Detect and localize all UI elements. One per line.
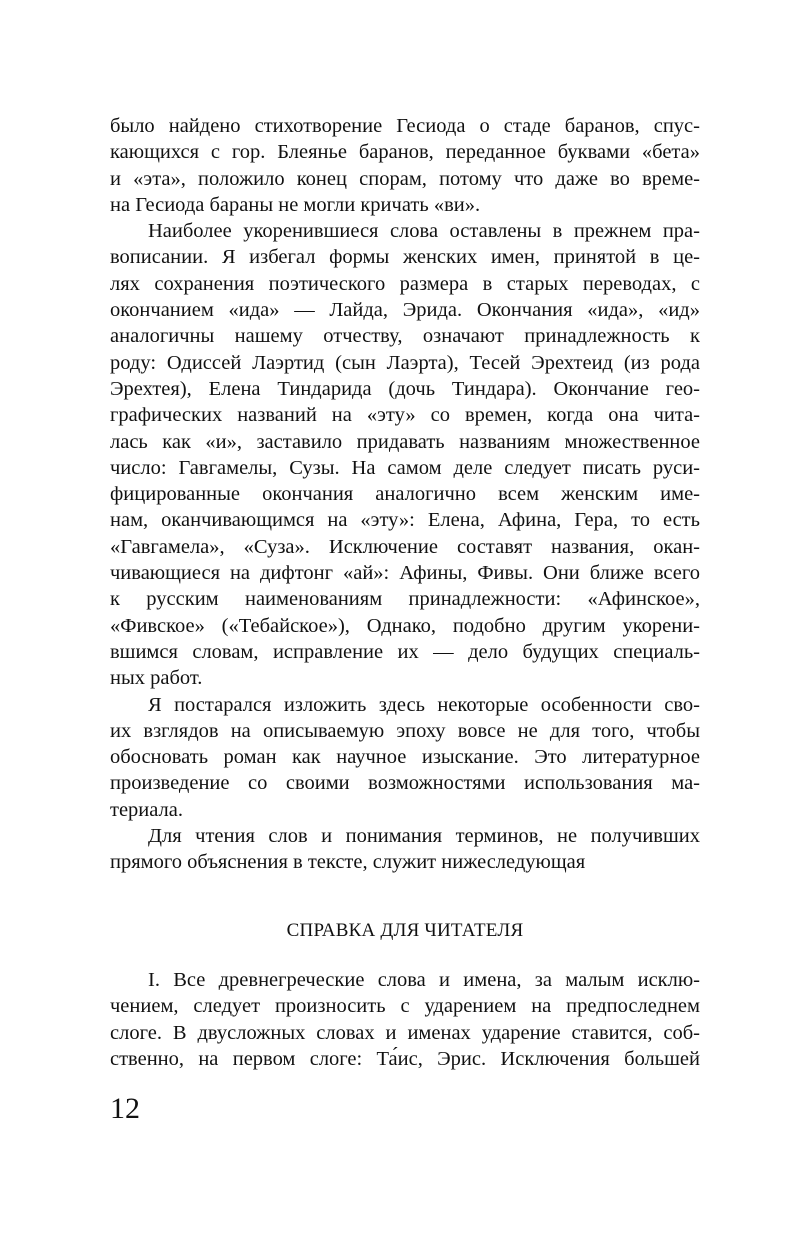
text-line: нам, оканчивающимся на «эту»: Елена, Афина, Гера, то есть: [110, 509, 700, 532]
text-line: Наиболее укоренившиеся слова оставлены в прежнем пра-: [148, 220, 700, 243]
text-line: и «эта», положило конец спорам, потому что даже во време-: [110, 167, 700, 190]
text-line: I. Все древнегреческие слова и имена, за малым исклю-: [148, 969, 700, 991]
text-line: Я постарался изложить здесь некоторые особенности сво-: [148, 693, 700, 716]
text-line: прямого объяснения в тексте, служит нижеследующая: [110, 851, 586, 874]
text-line: было найдено стихотворение Гесиода о стаде баранов, спус-: [110, 115, 700, 137]
paragraph: [110, 113, 700, 218]
text-line: фицированные окончания аналогично всем женским име-: [110, 483, 700, 506]
text-line: на Гесиода бараны не могли кричать «ви».: [110, 193, 481, 216]
text-line: ных работ.: [110, 667, 203, 690]
paragraph: [110, 692, 700, 823]
text-line: окончанием «ида» — Лайда, Эрида. Окончания «ида», «ид»: [110, 299, 700, 322]
text-line: слоге. В двусложных словах и именах ударение ставится, соб-: [110, 1021, 700, 1044]
text-line: чивающиеся на дифтонг «ай»: Афины, Фивы. Они ближе всего: [110, 562, 700, 585]
text-line: обосновать роман как научное изыскание. Это литературное: [110, 746, 700, 769]
text-line: лях сохранения поэтического размера в старых переводах, с: [110, 272, 700, 295]
text-line: аналогичны нашему отчеству, означают принадлежность к: [110, 325, 700, 348]
text-line: их взглядов на описываемую эпоху вовсе не для того, чтобы: [110, 719, 700, 742]
page-number: 12: [110, 1092, 140, 1125]
text-line: Эрехтея), Елена Тиндарида (дочь Тиндара). Окончание гео-: [110, 377, 700, 400]
text-line: вописании. Я избегал формы женских имен, принятой в це-: [110, 246, 700, 269]
text-line: графических названий на «эту» со времен, когда она чита-: [110, 404, 700, 427]
text-line: лась как «и», заставило придавать названиям множественное: [110, 430, 700, 453]
text-line: роду: Одиссей Лаэртид (сын Лаэрта), Тесей Эрехтеид (из рода: [110, 351, 700, 374]
text-line: «Фивское» («Тебайское»), Однако, подобно другим укорени-: [110, 614, 700, 637]
text-line: териала.: [110, 798, 184, 821]
text-line: ственно, на первом слоге: Та́ис, Эрис. Исключения большей: [110, 1047, 700, 1070]
text-line: Для чтения слов и понимания терминов, не получивших: [148, 825, 700, 848]
text-line: вшимся словам, исправление их — дело будущих специаль-: [110, 640, 700, 663]
paragraph: [110, 823, 700, 876]
text-line: «Гавгамела», «Суза». Исключение составят названия, окан-: [110, 535, 700, 558]
paragraph: [110, 218, 700, 691]
text-line: число: Гавгамелы, Сузы. На самом деле следует писать руси-: [110, 456, 700, 479]
body-text: [110, 113, 700, 876]
text-line: произведение со своими возможностями использования ма-: [110, 772, 700, 795]
section-heading: СПРАВКА ДЛЯ ЧИТАТЕЛЯ: [286, 920, 524, 941]
text-line: кающихся с гор. Блеянье баранов, переданное буквами «бета»: [110, 141, 700, 164]
text-line: к русским наименованиям принадлежности: «Афинское»,: [110, 588, 700, 611]
text-line: чением, следует произносить с ударением на предпоследнем: [110, 995, 700, 1018]
section-body: [110, 967, 700, 1072]
